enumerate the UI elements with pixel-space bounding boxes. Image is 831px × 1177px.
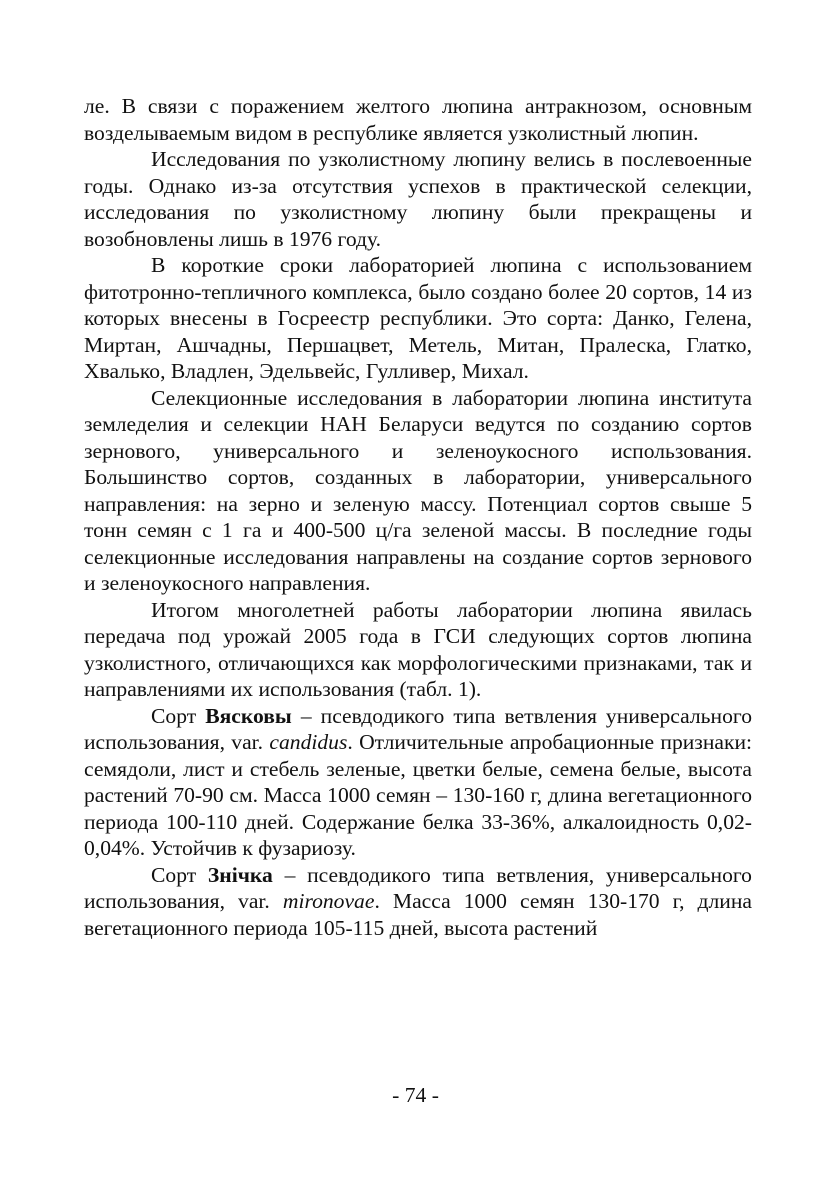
paragraph: ле. В связи с поражением желтого люпина антракнозом, основным возделываемым видом в республике является узколистный люпин. xyxy=(84,94,752,145)
variety-name: Знічка xyxy=(207,862,273,887)
paragraph-variety-vyaskovy xyxy=(84,703,752,862)
text: – псевдодикого типа ветвления универсального использования, var. xyxy=(84,703,752,754)
page-number: - 74 - xyxy=(392,1083,439,1107)
text: Сорт xyxy=(151,703,206,728)
paragraph: Итогом многолетней работы лаборатории люпина явилась передача под урожай 2005 года в ГСИ следующих сортов люпина узколистного, отличающихся как морфологическими признаками, так и направлениями их использования (табл. 1). xyxy=(84,597,752,701)
paragraph: Исследования по узколистному люпину велись в послевоенные годы. Однако из-за отсутствия успехов в практической селекции, исследования по узколистному люпину были прекращены и возобновлены лишь в 1976 году. xyxy=(84,147,752,251)
page-body xyxy=(84,93,752,941)
variety-name: Вясковы xyxy=(205,703,292,728)
paragraph-variety-znichka xyxy=(84,862,752,942)
paragraph: В короткие сроки лабораторией люпина с использованием фитотронно-тепличного комплекса, было создано более 20 сортов, 14 из которых внесены в Госреестр республики. Это сорта: Данко, Гелена, Миртан, Ашчадны, Першацвет, Метель, Митан, Пралеска, Глатко, Хвалько, Владлен, Эдельвейс, Гулливер, Михал. xyxy=(84,253,752,383)
text: – псевдодикого типа ветвления, универсального использования, var. xyxy=(84,862,752,913)
variety-var: candidus xyxy=(269,730,348,754)
text: Сорт xyxy=(151,862,208,887)
text: . Отличительные апробационные признаки: семядоли, лист и стебель зеленые, цветки белые, семена белые, высота растений 70-90 см. Масса 1000 семян – 130-160 г, длина вегетационного периода 100-110 дней. Содержание белка 33-36%, алкалоидность 0,02-0,04%. Устойчив к фузариозу. xyxy=(84,730,753,860)
variety-var: mironovae xyxy=(282,889,375,913)
text: . Масса 1000 семян 130-170 г, длина вегетационного периода 105-115 дней, высота растений xyxy=(84,889,752,940)
paragraph: Селекционные исследования в лаборатории люпина института земледелия и селекции НАН Беларуси ведутся по созданию сортов зернового, универсального и зеленоукосного использования. Большинство сортов, созданных в лаборатории, универсального направления: на зерно и зеленую массу. Потенциал сортов свыше 5 тонн семян с 1 га и 400-500 ц/га зеленой массы. В последние годы селекционные исследования направлены на создание сортов зернового и зеленоукосного направления. xyxy=(84,385,752,595)
